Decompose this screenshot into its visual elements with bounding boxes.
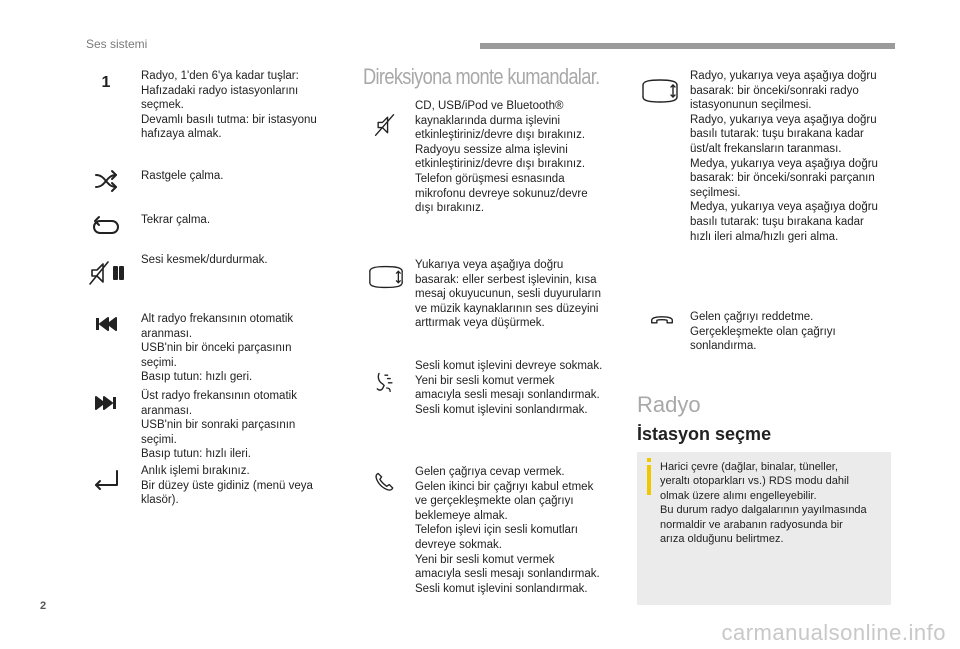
skip-forward-icon <box>88 388 124 418</box>
mute-icon <box>367 110 403 140</box>
item-text-phone-hangup: Gelen çağrıyı reddetme. Gerçekleşmekte olan çağrıyı sonlandırma. <box>690 311 836 353</box>
item-text-volume: Yukarıya veya aşağıya doğru basarak: eller serbest işlevinin, kısa mesaj okuyucunun, sesli duyuruların ve müzik kaynaklarının ses düzeyini arttırmak veya düşürmek. <box>415 259 602 330</box>
item-text-voice: Sesli komut işlevini devreye sokmak. Yeni bir sesli komut vermek amacıyla sesli mesajı sonlandırmak. Sesli komut işlevini sonlandırmak. <box>415 360 603 416</box>
volume-wheel-icon <box>366 262 406 292</box>
shuffle-icon <box>88 166 124 196</box>
section-title-radio: Radyo <box>637 392 701 417</box>
return-icon <box>88 464 124 494</box>
item-text-phone-answer: Gelen çağrıya cevap vermek. Gelen ikinci bir çağrıyı kabul etmek ve gerçekleşmekte olan çağrıyı beklemeye almak. Telefon işlevi için sesli komutları devreye sokmak. Yeni bir sesli komut vermek amacıyla sesli mesajı sonlandırmak. Sesli komut işlevini sonlandırmak. <box>415 466 600 595</box>
page-number: 2 <box>40 600 47 612</box>
item-text-mute-pause: Sesi kesmek/durdurmak. <box>141 254 268 266</box>
item-text-radio-presets: Radyo, 1'den 6'ya kadar tuşlar: Hafızadaki radyo istasyonlarını seçmek. Devamlı basılı tutma: bir istasyonu hafızaya almak. <box>141 70 317 141</box>
scroll-wheel-icon <box>639 76 681 106</box>
item-text-return: Anlık işlemi bırakınız. Bir düzey üste gidiniz (menü veya klasör). <box>141 465 313 507</box>
number-1-icon: 1 <box>101 74 111 91</box>
item-text-scroll-wheel: Radyo, yukarıya veya aşağıya doğru basarak: bir önceki/sonraki radyo istasyonunun seçilmesi. Radyo, yukarıya veya aşağıya doğru basılı tutarak: tuşu bırakana kadar üst/alt frekansların taranması. Medya, yukarıya veya aşağıya doğru basarak: bir önceki/sonraki parçanın seçilmesi. Medya, yukarıya veya aşağıya doğru basılı tutarak: tuşu bırakana kadar hızlı ileri alma/hızlı geri alma. <box>690 70 878 243</box>
item-text-repeat: Tekrar çalma. <box>141 214 211 226</box>
item-text-shuffle: Rastgele çalma. <box>141 170 224 182</box>
item-text-mute: CD, USB/iPod ve Bluetooth® kaynaklarında durma işlevini etkinleştiriniz/devre dışı bırakınız. Radyoyu sessize alma işlevini etkinleştiriniz/devre dışı bırakınız. Telefon görüşmesi esnasında mikrofonu devreye sokunuz/devre dışı bırakınız. <box>415 100 588 215</box>
phone-hangup-icon <box>644 307 680 337</box>
info-icon-dot <box>647 458 651 462</box>
info-text: Harici çevre (dağlar, binalar, tüneller, yeraltı otoparkları vs.) RDS modu dahil olmak üzere alımı engelleyebilir. Bu durum radyo dalgalarının yayılmasında normaldir ve arabanın radyosunda bir arıza olduğunu belirtmez. <box>660 461 867 546</box>
repeat-icon <box>88 212 124 242</box>
info-icon <box>647 465 651 495</box>
watermark: carmanualsonline.info <box>721 620 946 645</box>
item-text-skip-forward: Üst radyo frekansının otomatik aranması. USB'nin bir sonraki parçasının seçimi. Basıp tutun: hızlı ileri. <box>141 390 297 461</box>
header-bar <box>480 43 895 49</box>
item-text-skip-back: Alt radyo frekansının otomatik aranması. USB'nin bir önceki parçasının seçimi. Basıp tutun: hızlı geri. <box>141 313 294 384</box>
skip-back-icon <box>88 309 124 339</box>
steering-controls-heading: Direksiyona monte kumandalar. <box>363 64 600 89</box>
subsection-title-station: İstasyon seçme <box>637 424 772 444</box>
phone-answer-icon <box>367 467 403 497</box>
voice-command-icon <box>367 367 403 397</box>
section-header: Ses sistemi <box>86 37 148 51</box>
mute-pause-icon <box>86 258 130 288</box>
